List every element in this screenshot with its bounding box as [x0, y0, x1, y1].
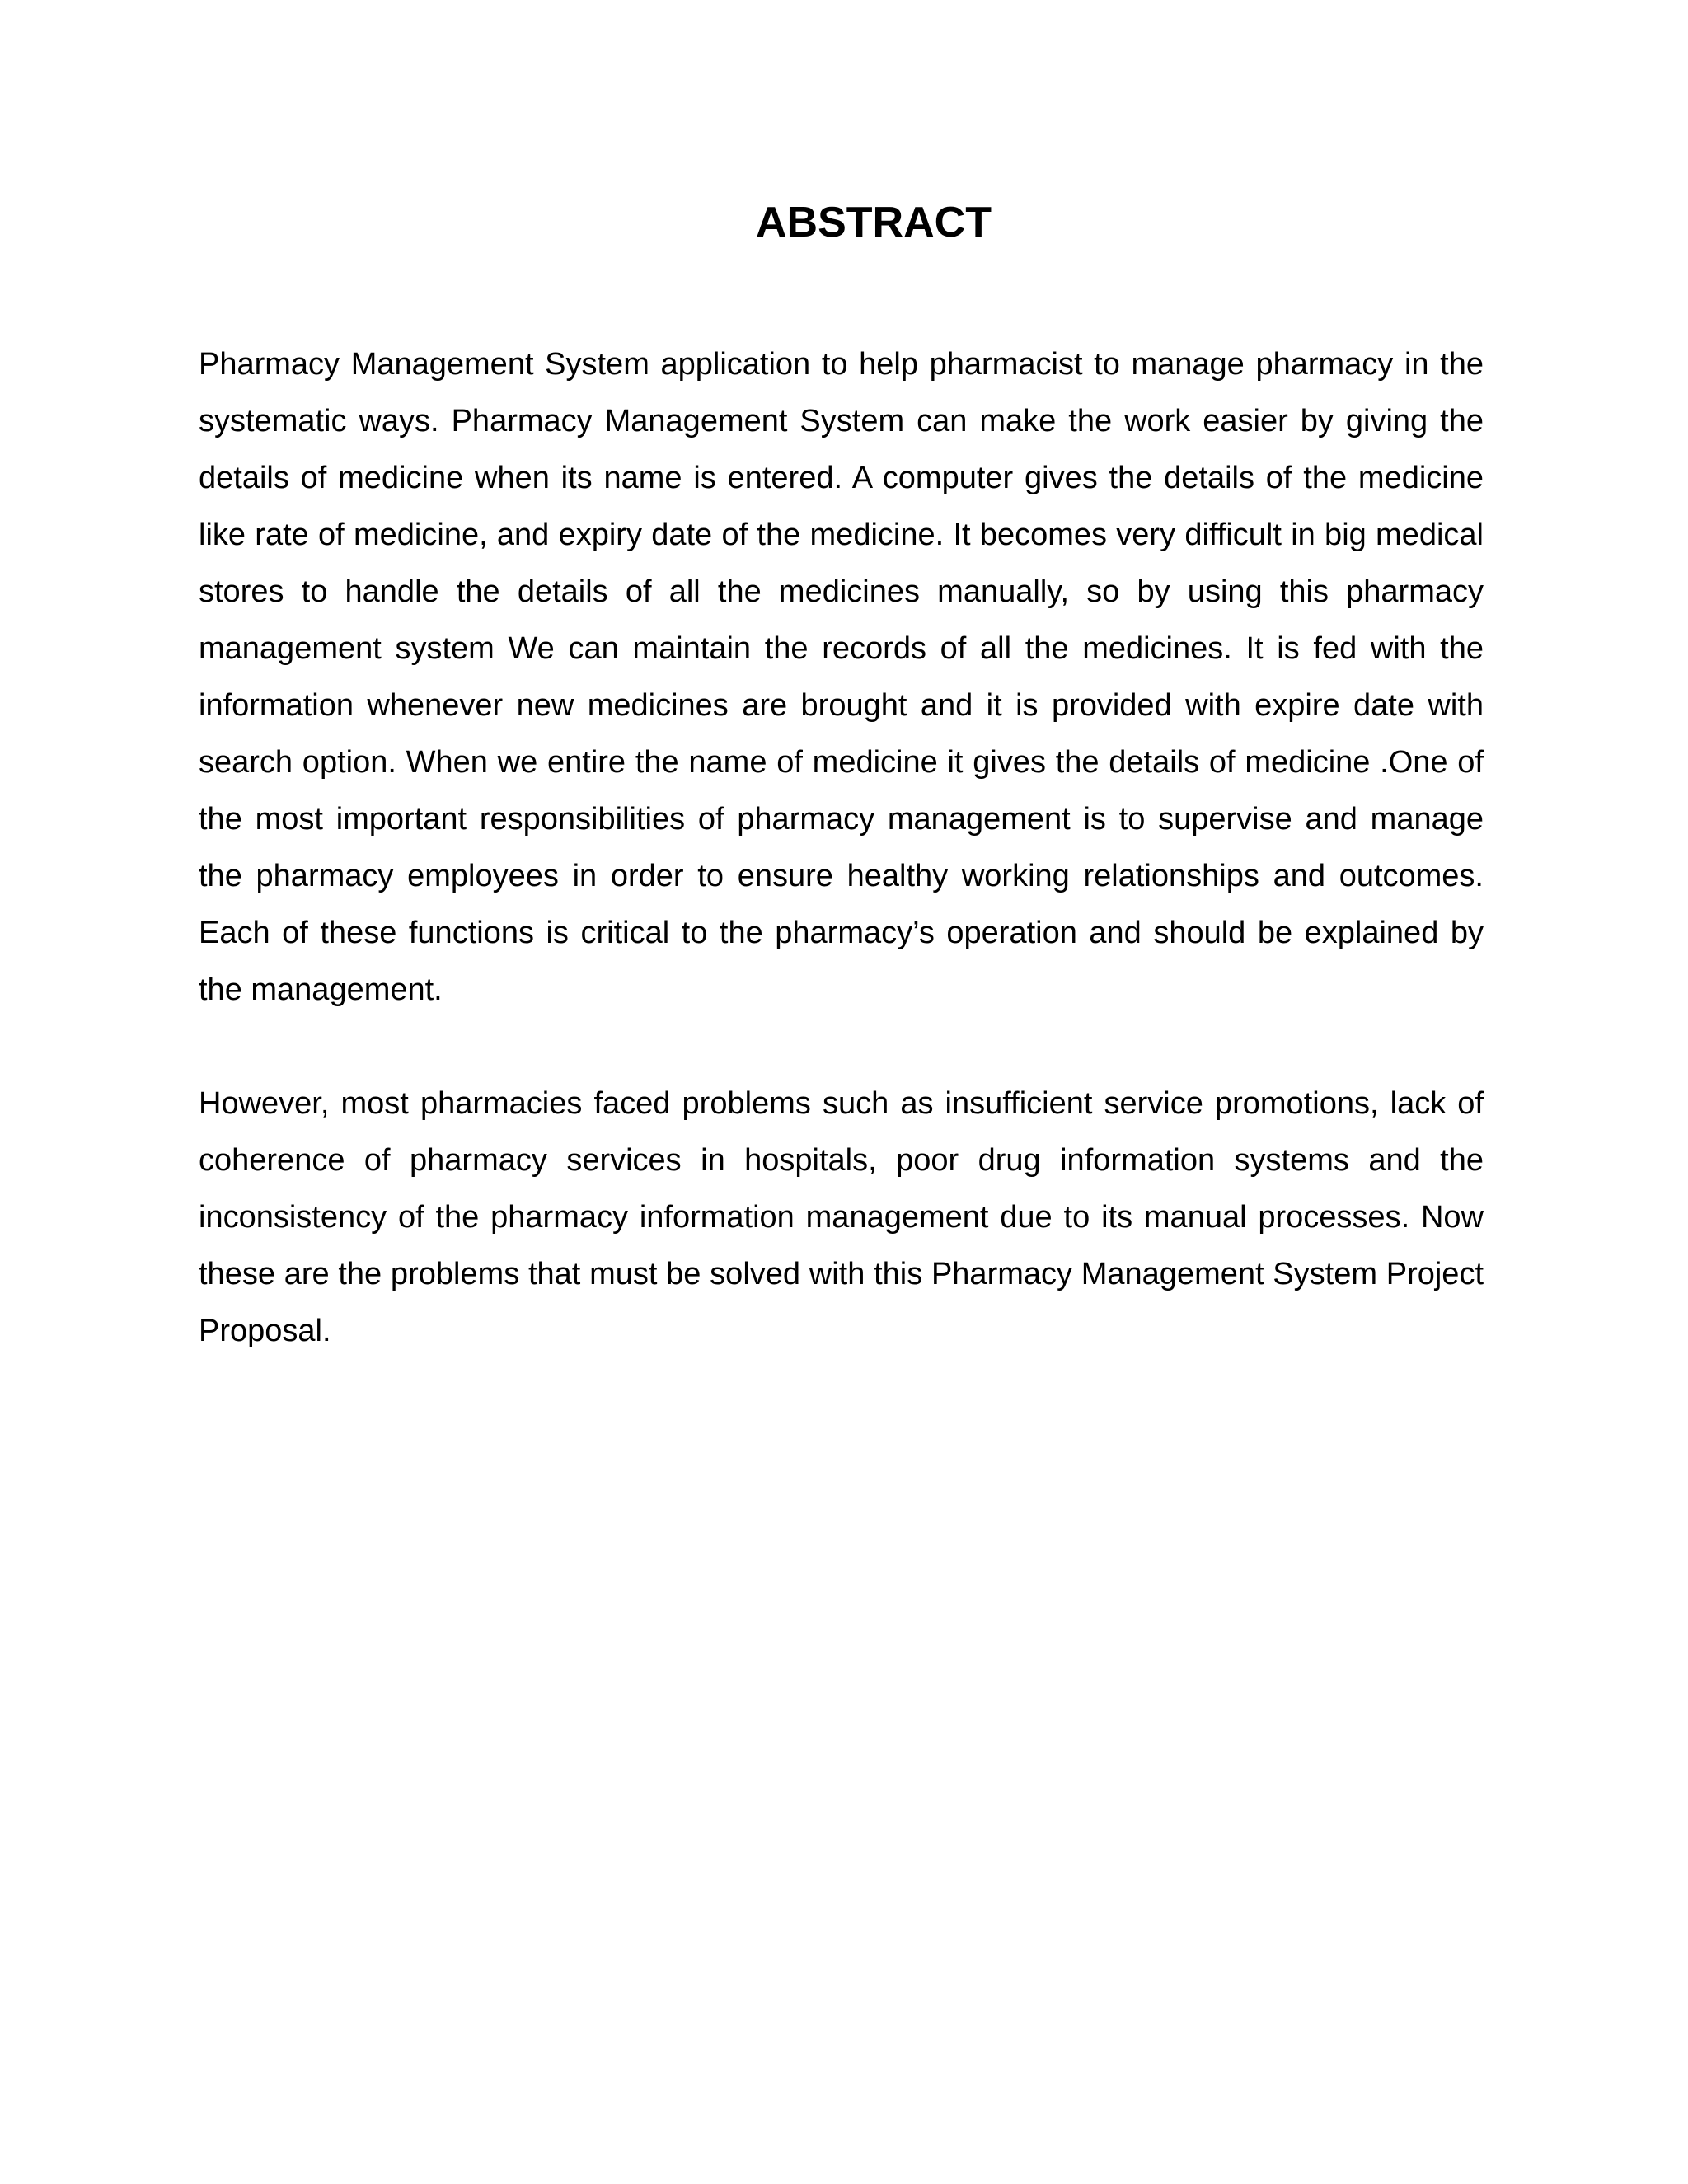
- abstract-paragraph-1: Pharmacy Management System application to help pharmacist to manage pharmacy in the systematic ways. Pharmacy Management System can make the work easier by giving the details of medicine when its name is entered. A computer gives the details of the medicine like rate of medicine, and expiry date of the medicine. It becomes very difficult in big medical stores to handle the details of all the medicines manually, so by using this pharmacy management system We can maintain the records of all the medicines. It is fed with the information whenever new medicines are brought and it is provided with expire date with search option. When we entire the name of medicine it gives the details of medicine .One of the most important responsibilities of pharmacy management is to supervise and manage the pharmacy employees in order to ensure healthy working relationships and outcomes. Each of these functions is critical to the pharmacy’s operation and should be explained by the management.: [199, 347, 1484, 1007]
- abstract-paragraph-2: However, most pharmacies faced problems such as insufficient service promotions, lack of coherence of pharmacy services in hospitals, poor drug information systems and the inconsistency of the pharmacy information management due to its manual processes. Now these are the problems that must be solved with this Pharmacy Management System Project Proposal.: [199, 1086, 1484, 1348]
- page-title: ABSTRACT: [756, 199, 992, 246]
